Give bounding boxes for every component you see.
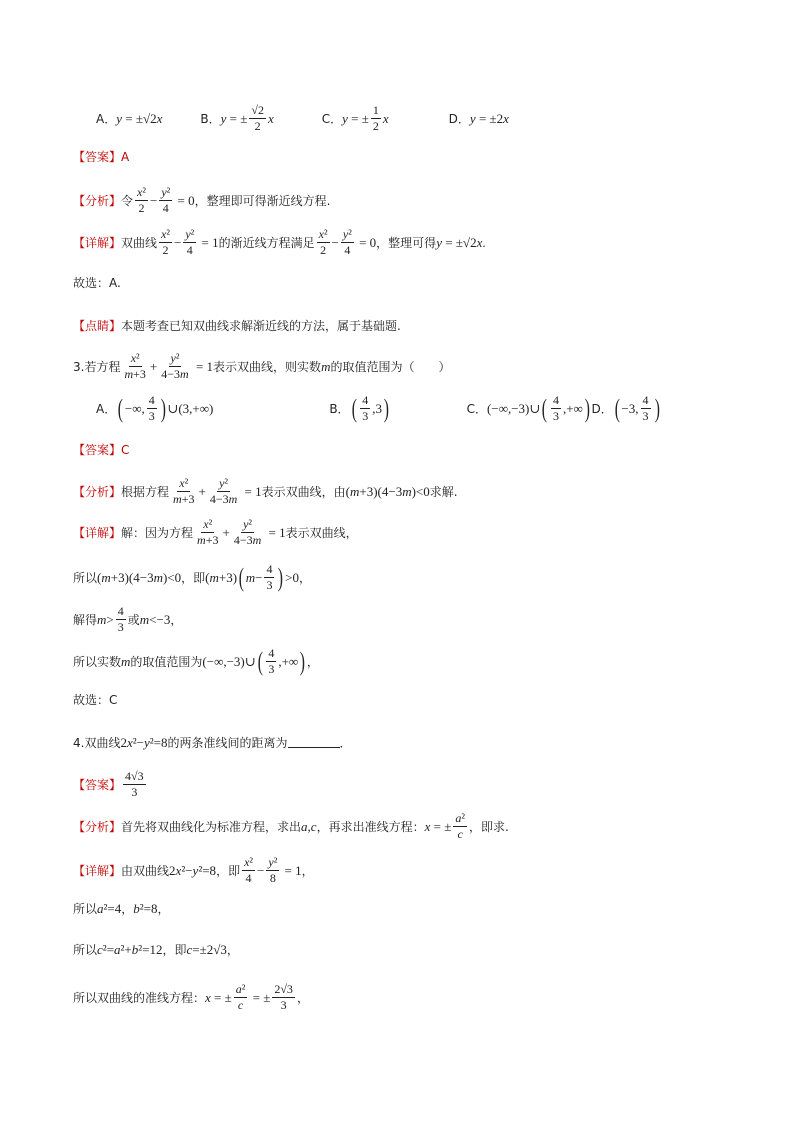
fraction: $\frac{\text{y²}}{4}$ (342, 227, 352, 258)
fraction: $\frac{2√3}{3}$ (274, 982, 293, 1013)
answer-line (73, 151, 129, 163)
comment-tag: 【点睛】 (73, 319, 122, 333)
analysis-tag: 【分析】 (73, 819, 122, 834)
detail-tag: 【详解】 (73, 525, 122, 540)
analysis-tag: 【分析】 (73, 193, 122, 208)
q3-stem: 3.若方程 $\frac{\text{x²}}{m+3}$ + $\frac{\text{y²}}{4-3m}$ = 1 表示双曲线，则实数 m 的取值范围为（ ） (73, 351, 451, 382)
fraction: $\frac{4}{3}$ (268, 646, 275, 677)
answer-tag: 【答案】 (73, 150, 122, 164)
comment-line: 【点睛】 本题考查已知双曲线求解渐近线的方法，属于基础题. (73, 319, 401, 333)
fraction: $\frac{\text{y²}}{4-3m}$ (161, 351, 189, 382)
fraction: $\frac{\text{y²}}{8}$ (268, 855, 278, 886)
option-b-label: B． (329, 401, 350, 416)
detail-line: 【详解】 双曲线 $\frac{\text{x²}}{2}$ − $\frac{\text{y²}}{4}$ = 1 的渐近线方程满足 $\frac{\text{x²}}{2}$ − $\frac{\text{y²}}{4}$ = 0 ，整理可得 y = ±√2 x . (73, 227, 486, 258)
fraction: $\frac{\text{y²}}{4}$ (161, 185, 171, 216)
text-line: 解得 m > $\frac{4}{3}$ 或 m <−3 ， (73, 604, 183, 635)
fraction: $\frac{\text{x²}}{m+3}$ (173, 476, 195, 507)
fraction: $\frac{\text{y²}}{4-3m}$ (233, 517, 262, 548)
answer-line (73, 444, 129, 456)
fraction: $\frac{\text{y²}}{4-3m}$ (209, 476, 238, 507)
answer-tag: 【答案】 (73, 443, 122, 457)
fraction: $\frac{4}{3}$ (148, 393, 155, 424)
answer-line (73, 770, 148, 799)
fraction: $\frac{4}{3}$ (552, 393, 559, 424)
option-c-label: C． (466, 401, 488, 416)
detail-tag: 【详解】 (73, 863, 122, 878)
analysis-tag: 【分析】 (73, 484, 122, 499)
detail-line: 【详解】 由双曲线 2x²−y²=8 ，即 $\frac{\text{x²}}{4}$ − $\frac{\text{y²}}{8}$ = 1 ， (73, 855, 314, 886)
fraction: $\frac{1}{2}$ (372, 103, 379, 134)
fraction: $\frac{\text{x²}}{2}$ (318, 227, 328, 258)
fraction: $\frac{\text{x²}}{m+3}$ (197, 517, 219, 548)
answer-tag: 【答案】 (73, 777, 122, 792)
option-d-label: D． (591, 401, 613, 416)
answer-blank (288, 737, 340, 748)
text-line: 所以双曲线的准线方程： x = ± $\frac{\text{a²}}{c}$ = ± $\frac{2√3}{3}$ ， (73, 982, 309, 1013)
analysis-line: 【分析】 首先将双曲线化为标准方程，求出 a , c ，再求出准线方程： x = ± $\frac{\text{a²}}{c}$ ，即求. (73, 811, 509, 842)
text-line: 所以 c²=a²+b²=12 ，即 c=±2√3 ， (73, 942, 239, 957)
fraction: $\frac{\text{x²}}{4}$ (244, 855, 254, 886)
option-b-label: B． (200, 111, 221, 126)
text-line: 所以 a²=4 ， b²=8 ， (73, 901, 170, 916)
answer-value: C (121, 443, 130, 457)
detail-line: 【详解】 解：因为方程 $\frac{\text{x²}}{m+3}$ + $\frac{\text{y²}}{4-3m}$ = 1 表示双曲线， (73, 517, 358, 548)
option-a-label: A． (96, 401, 117, 416)
option-a-label: A． (96, 111, 117, 126)
fraction: $\frac{4}{3}$ (117, 604, 124, 635)
q2-options: A． y = ±√2 x B． y = ± $\frac{√2}{2}$ x C． y = ± $\frac{1}{2}$ x D． y = ±2 x (96, 103, 509, 134)
option-c-label: C． (321, 111, 343, 126)
option-d-label: D． (448, 111, 470, 126)
fraction: $\frac{\text{x²}}{m+3}$ (124, 351, 146, 382)
fraction: $\frac{4√3}{3}$ (125, 769, 144, 800)
choose-line: 故选：A. (73, 276, 121, 290)
fraction: $\frac{\text{y²}}{4}$ (185, 227, 195, 258)
answer-value: A (121, 150, 130, 164)
detail-tag: 【详解】 (73, 235, 122, 250)
text-line: 所以实数 m 的取值范围为 (−∞,−3)∪ ( $\frac{4}{3}$ ,+∞ ) ， (73, 646, 319, 677)
fraction: $\frac{√2}{2}$ (251, 103, 264, 134)
fraction: $\frac{\text{x²}}{2}$ (137, 185, 146, 216)
fraction: $\frac{\text{a²}}{c}$ (455, 811, 465, 842)
fraction: $\frac{\text{x²}}{2}$ (161, 227, 170, 258)
analysis-line: 【分析】 根据方程 $\frac{\text{x²}}{m+3}$ + $\frac{\text{y²}}{4-3m}$ = 1 表示双曲线，由 (m+3)(4−3m)<0 求解. (73, 476, 458, 507)
fraction: $\frac{4}{3}$ (266, 562, 273, 593)
q3-options: A． ( −∞, $\frac{4}{3}$ ) ∪(3,+∞) B． ( $\frac{4}{3}$ ,3 ) C． (−∞,−3)∪ ( $\frac{4}{3}$ ,+∞ ) D． ( −3, $\frac{4}{3}$ ) (96, 393, 660, 424)
choose-line: 故选：C (73, 693, 118, 707)
fraction: $\frac{4}{3}$ (642, 393, 649, 424)
analysis-line: 【分析】 令 $\frac{\text{x²}}{2}$ − $\frac{\text{y²}}{4}$ = 0 ，整理即可得渐近线方程. (73, 185, 331, 216)
fraction: $\frac{4}{3}$ (362, 393, 369, 424)
q4-stem: 4.双曲线 2x²−y²=8 的两条准线间的距离为 ． (73, 735, 352, 750)
text-line: 所以 (m+3)(4−3m)<0 ，即 (m+3) ( m − $\frac{4}{3}$ ) >0 ， (73, 562, 311, 593)
fraction: $\frac{\text{a²}}{c}$ (235, 982, 246, 1013)
